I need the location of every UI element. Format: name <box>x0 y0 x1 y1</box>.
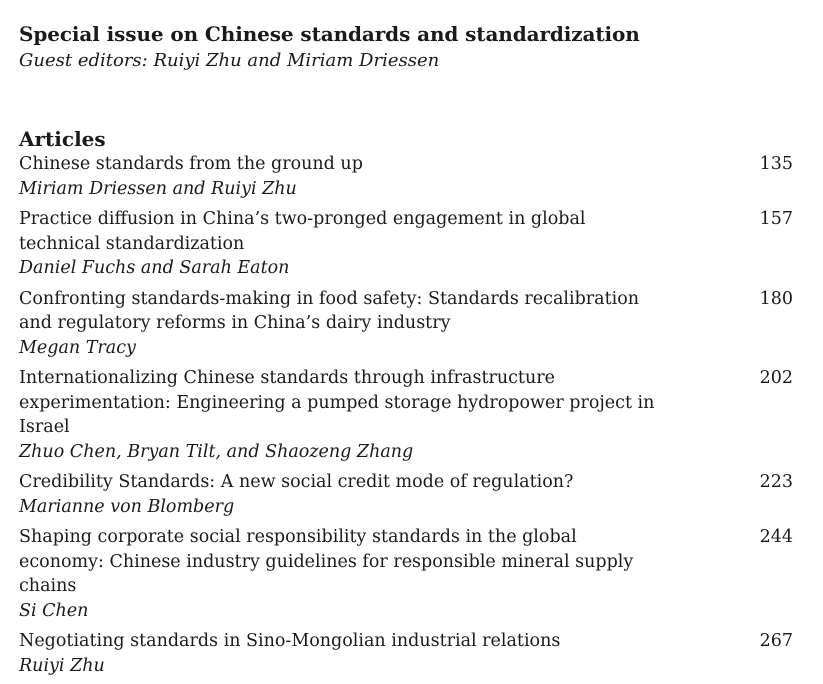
article-entry <box>19 152 793 201</box>
article-text <box>19 207 647 281</box>
article-text <box>19 470 679 519</box>
article-title[interactable]: Credibility Standards: A new social credit mode of regulation? <box>19 472 574 492</box>
article-authors: Ruiyi Zhu <box>19 655 105 676</box>
article-title[interactable]: Internationalizing Chinese standards through infrastructure experimentation: Engineering a pumped storage hydropower project in Israel <box>19 368 655 437</box>
article-page-number: 157 <box>759 209 793 229</box>
article-page-number: 244 <box>759 527 793 547</box>
article-authors: Zhuo Chen, Bryan Tilt, and Shaozeng Zhang <box>19 441 414 462</box>
article-text <box>19 629 679 678</box>
article-title[interactable]: Chinese standards from the ground up <box>19 154 363 174</box>
article-authors: Si Chen <box>19 600 89 621</box>
article-list <box>19 152 793 678</box>
article-authors: Marianne von Blomberg <box>19 496 235 517</box>
article-title[interactable]: Shaping corporate social responsibility standards in the global economy: Chinese industry guidelines for responsible mineral supply chains <box>19 527 634 596</box>
guest-editors: Guest editors: Ruiyi Zhu and Miriam Driessen <box>19 50 440 71</box>
article-authors: Miriam Driessen and Ruiyi Zhu <box>19 178 297 199</box>
article-entry <box>19 470 793 519</box>
article-page-number: 202 <box>759 368 793 388</box>
article-entry <box>19 207 793 281</box>
article-page-number: 135 <box>759 154 793 174</box>
article-entry <box>19 287 793 361</box>
article-entry <box>19 366 793 464</box>
article-title[interactable]: Negotiating standards in Sino-Mongolian industrial relations <box>19 631 561 651</box>
article-page-number: 223 <box>759 472 793 492</box>
article-title[interactable]: Practice diffusion in China’s two-pronged engagement in global technical standardization <box>19 209 586 254</box>
table-of-contents <box>19 20 793 684</box>
article-title[interactable]: Confronting standards-making in food safety: Standards recalibration and regulatory reforms in China’s dairy industry <box>19 288 640 333</box>
article-page-number: 267 <box>759 631 793 651</box>
article-text <box>19 287 647 361</box>
article-text <box>19 152 679 201</box>
article-entry <box>19 525 793 623</box>
article-authors: Megan Tracy <box>19 337 136 358</box>
article-authors: Daniel Fuchs and Sarah Eaton <box>19 258 290 278</box>
article-text <box>19 525 659 623</box>
article-entry <box>19 629 793 678</box>
section-heading-articles: Articles <box>19 127 106 151</box>
issue-title: Special issue on Chinese standards and standardization <box>19 22 640 46</box>
article-text <box>19 366 709 464</box>
article-page-number: 180 <box>759 288 793 309</box>
